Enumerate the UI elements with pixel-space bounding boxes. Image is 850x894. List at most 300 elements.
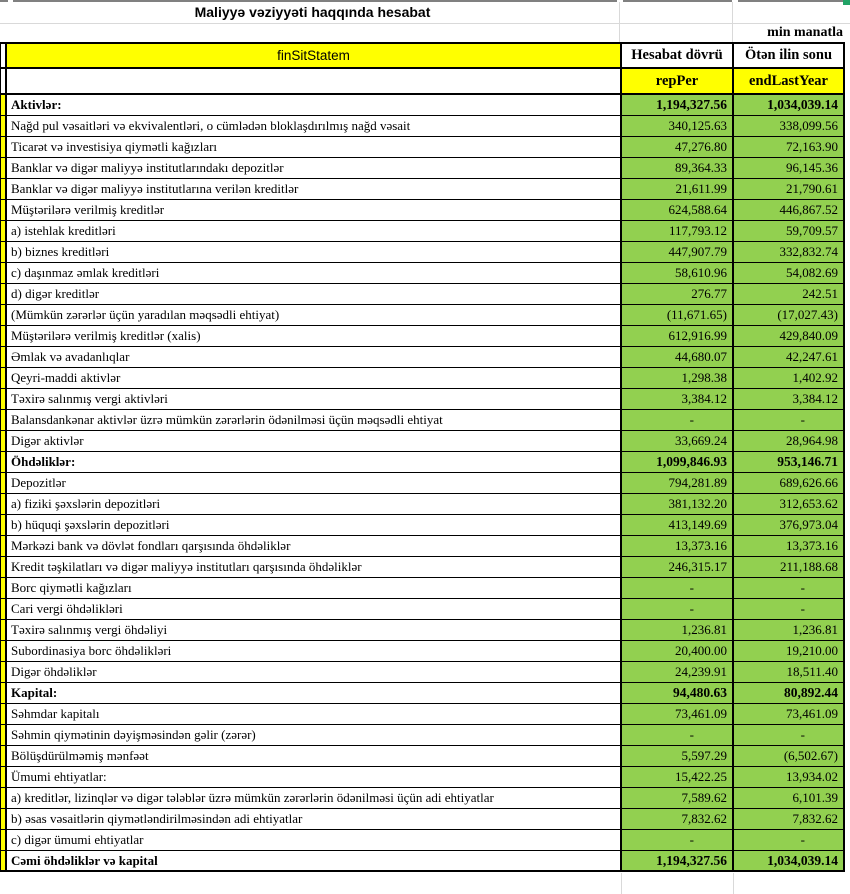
end-last-year-value: 80,892.44 xyxy=(784,685,838,700)
table-row xyxy=(0,767,845,788)
row-label: Banklar və digər maliyyə institutlarına verilən kreditlər xyxy=(11,181,299,196)
end-last-year-value-cell[interactable] xyxy=(734,473,845,493)
report-period-value-cell[interactable] xyxy=(622,326,734,346)
row-index-cell[interactable] xyxy=(0,599,7,619)
end-last-year-value-cell[interactable] xyxy=(734,305,845,325)
row-index-cell[interactable] xyxy=(0,242,7,262)
row-label-cell[interactable] xyxy=(7,326,622,346)
row-index-cell[interactable] xyxy=(0,704,7,724)
row-label: Aktivlər: xyxy=(11,97,62,112)
report-period-value: 7,832.62 xyxy=(681,811,727,826)
report-period-value-cell[interactable] xyxy=(622,809,734,829)
report-period-value-cell[interactable] xyxy=(622,662,734,682)
row-label-cell[interactable] xyxy=(7,788,622,808)
end-last-year-value: 54,082.69 xyxy=(786,265,838,280)
end-last-year-value: 446,867.52 xyxy=(779,202,838,217)
row-label-cell[interactable] xyxy=(7,473,622,493)
header-row-labels xyxy=(0,42,845,69)
row-label-cell[interactable] xyxy=(7,263,622,283)
end-last-year-value-cell[interactable] xyxy=(734,137,845,157)
row-label-cell[interactable] xyxy=(7,137,622,157)
report-period-value-cell[interactable] xyxy=(622,851,734,870)
report-period-value-cell[interactable] xyxy=(622,95,734,115)
report-title: Maliyyə vəziyyəti haqqında hesabat xyxy=(194,4,431,20)
end-last-year-value: 242.51 xyxy=(802,286,838,301)
report-period-value-cell[interactable] xyxy=(622,683,734,703)
end-last-year-value: 689,626.66 xyxy=(779,475,838,490)
report-period-value-cell[interactable] xyxy=(622,641,734,661)
report-period-value-cell[interactable] xyxy=(622,179,734,199)
row-label-cell[interactable] xyxy=(7,179,622,199)
row-index-cell[interactable] xyxy=(0,494,7,514)
row-label-cell[interactable] xyxy=(7,452,622,472)
table-row xyxy=(0,284,845,305)
report-period-value-cell[interactable] xyxy=(622,263,734,283)
report-period-value: 15,422.25 xyxy=(675,769,727,784)
row-label: Balansdankənar aktivlər üzrə mümkün zərərlərin ödənilməsi üçün məqsədli ehtiyat xyxy=(11,412,443,427)
report-period-value-cell[interactable] xyxy=(622,347,734,367)
end-last-year-value-cell[interactable] xyxy=(734,410,845,430)
table-row xyxy=(0,515,845,536)
table-row xyxy=(0,473,845,494)
end-last-year-value: 42,247.61 xyxy=(786,349,838,364)
end-last-year-value: - xyxy=(800,832,805,847)
row-label: Subordinasiya borc öhdəlikləri xyxy=(11,643,172,658)
table-row xyxy=(0,557,845,578)
row-index-cell[interactable] xyxy=(0,410,7,430)
row-label-cell[interactable] xyxy=(7,284,622,304)
row-index-cell[interactable] xyxy=(0,116,7,136)
row-label: Qeyri-maddi aktivlər xyxy=(11,370,121,385)
end-last-year-value: 1,034,039.14 xyxy=(767,97,838,112)
row-label: c) daşınmaz əmlak kreditləri xyxy=(11,265,160,280)
report-period-value-cell[interactable] xyxy=(622,473,734,493)
row-label: Təxirə salınmış vergi aktivləri xyxy=(11,391,168,406)
row-label: Cari vergi öhdəlikləri xyxy=(11,601,123,616)
table-row xyxy=(0,263,845,284)
report-period-value-cell[interactable] xyxy=(622,725,734,745)
end-last-year-value-cell[interactable] xyxy=(734,683,845,703)
row-label-cell[interactable] xyxy=(7,431,622,451)
row-label-cell[interactable] xyxy=(7,599,622,619)
row-label-cell[interactable] xyxy=(7,221,622,241)
row-label-cell[interactable] xyxy=(7,242,622,262)
row-label: Bölüşdürülməmiş mənfəət xyxy=(11,748,149,763)
row-label: Mərkəzi bank və dövlət fondları qarşısında öhdəliklər xyxy=(11,538,291,553)
report-period-value: - xyxy=(689,832,694,847)
report-period-value-cell[interactable] xyxy=(622,158,734,178)
end-last-year-value-cell[interactable] xyxy=(734,830,845,850)
row-index-cell[interactable] xyxy=(0,578,7,598)
end-last-year-value-cell[interactable] xyxy=(734,746,845,766)
row-label: Digər öhdəliklər xyxy=(11,664,97,679)
table-row xyxy=(0,494,845,515)
table-row xyxy=(0,620,845,641)
statement-code-cell[interactable]: finSitStatem xyxy=(7,44,622,67)
report-period-value: 1,194,327.56 xyxy=(656,97,727,112)
report-period-value: - xyxy=(689,580,694,595)
end-last-year-value: 28,964.98 xyxy=(786,433,838,448)
table-row xyxy=(0,389,845,410)
table-row xyxy=(0,830,845,851)
end-last-year-value: - xyxy=(800,580,805,595)
header-row-codes xyxy=(0,69,845,95)
report-period-value: 20,400.00 xyxy=(675,643,727,658)
table-row xyxy=(0,662,845,683)
row-index-cell[interactable] xyxy=(0,683,7,703)
row-index-cell[interactable] xyxy=(0,200,7,220)
row-label-cell[interactable] xyxy=(7,494,622,514)
row-label: (Mümkün zərərlər üçün yaradılan məqsədli ehtiyat) xyxy=(11,307,280,322)
table-row xyxy=(0,95,845,116)
report-period-value: 794,281.89 xyxy=(668,475,727,490)
end-last-year-value-cell[interactable] xyxy=(734,368,845,388)
report-period-value: 447,907.79 xyxy=(668,244,727,259)
index-column-header-cell[interactable] xyxy=(0,44,7,67)
table-row xyxy=(0,368,845,389)
row-label-cell[interactable] xyxy=(7,746,622,766)
report-period-value: 13,373.16 xyxy=(675,538,727,553)
report-period-value: 413,149.69 xyxy=(668,517,727,532)
faint-gridline xyxy=(621,873,622,894)
end-last-year-value-cell[interactable] xyxy=(734,494,845,514)
table-row xyxy=(0,116,845,137)
end-last-year-value-cell[interactable] xyxy=(734,809,845,829)
end-last-year-value: 312,653.62 xyxy=(779,496,838,511)
row-index-cell[interactable] xyxy=(0,305,7,325)
row-label-cell[interactable] xyxy=(7,578,622,598)
empty-label-cell[interactable] xyxy=(7,69,622,93)
report-period-value: 94,480.63 xyxy=(673,685,727,700)
report-period-value: - xyxy=(689,601,694,616)
row-index-cell[interactable] xyxy=(0,536,7,556)
row-label: Müştərilərə verilmiş kreditlər xyxy=(11,202,165,217)
row-label: Digər aktivlər xyxy=(11,433,84,448)
end-last-year-value-cell[interactable] xyxy=(734,452,845,472)
row-index-cell[interactable] xyxy=(0,641,7,661)
report-period-value: 1,194,327.56 xyxy=(656,853,727,868)
row-index-cell[interactable] xyxy=(0,179,7,199)
report-period-value: 1,298.38 xyxy=(681,370,727,385)
row-label-cell[interactable] xyxy=(7,809,622,829)
table-row xyxy=(0,221,845,242)
row-label-cell[interactable] xyxy=(7,368,622,388)
report-period-value-cell[interactable] xyxy=(622,578,734,598)
end-last-year-value-cell[interactable] xyxy=(734,704,845,724)
report-period-value: 7,589.62 xyxy=(681,790,727,805)
row-label: Kapital: xyxy=(11,685,58,700)
table-row xyxy=(0,137,845,158)
row-index-cell[interactable] xyxy=(0,830,7,850)
report-period-value-cell[interactable] xyxy=(622,389,734,409)
row-index-cell[interactable] xyxy=(0,452,7,472)
row-label-cell[interactable] xyxy=(7,557,622,577)
report-period-value: (11,671.65) xyxy=(666,307,727,322)
row-label-cell[interactable] xyxy=(7,200,622,220)
table-body xyxy=(0,95,845,872)
unit-row xyxy=(0,24,850,42)
report-period-value-cell[interactable] xyxy=(622,620,734,640)
end-last-year-code-cell[interactable]: endLastYear xyxy=(734,69,845,93)
row-label-cell[interactable] xyxy=(7,662,622,682)
end-last-year-value-cell[interactable] xyxy=(734,95,845,115)
end-last-year-value-cell[interactable] xyxy=(734,347,845,367)
table-row xyxy=(0,347,845,368)
row-label-cell[interactable] xyxy=(7,95,622,115)
report-period-value-cell[interactable] xyxy=(622,137,734,157)
row-label-cell[interactable] xyxy=(7,536,622,556)
end-last-year-value-cell[interactable] xyxy=(734,221,845,241)
end-last-year-value: 953,146.71 xyxy=(777,454,838,469)
row-label: a) istehlak kreditləri xyxy=(11,223,116,238)
end-last-year-value-cell[interactable] xyxy=(734,515,845,535)
index-column-cell[interactable] xyxy=(0,69,7,93)
row-label-cell[interactable] xyxy=(7,158,622,178)
end-last-year-value-cell[interactable] xyxy=(734,326,845,346)
end-last-year-value: 18,511.40 xyxy=(786,664,838,679)
table-row xyxy=(0,683,845,704)
report-period-value-cell[interactable] xyxy=(622,830,734,850)
table-row xyxy=(0,242,845,263)
table-row xyxy=(0,746,845,767)
report-period-value-cell[interactable] xyxy=(622,494,734,514)
row-label-cell[interactable] xyxy=(7,410,622,430)
row-index-cell[interactable] xyxy=(0,851,7,870)
row-index-cell[interactable] xyxy=(0,326,7,346)
row-label: Depozitlər xyxy=(11,475,66,490)
row-index-cell[interactable] xyxy=(0,263,7,283)
row-index-cell[interactable] xyxy=(0,221,7,241)
table-row xyxy=(0,452,845,473)
table-row xyxy=(0,809,845,830)
end-last-year-value: (17,027.43) xyxy=(777,307,838,322)
end-last-year-value-cell[interactable] xyxy=(734,725,845,745)
report-period-value-cell[interactable] xyxy=(622,431,734,451)
table-row xyxy=(0,410,845,431)
end-last-year-value: 1,236.81 xyxy=(792,622,838,637)
end-last-year-value-cell[interactable] xyxy=(734,851,845,870)
end-last-year-value: 59,709.57 xyxy=(786,223,838,238)
end-last-year-value: 332,832.74 xyxy=(779,244,838,259)
table-row xyxy=(0,641,845,662)
title-row xyxy=(0,2,850,24)
end-last-year-value: 211,188.68 xyxy=(779,559,838,574)
unit-note: min manatla xyxy=(767,25,843,40)
end-last-year-value-cell[interactable] xyxy=(734,116,845,136)
table-row xyxy=(0,326,845,347)
row-label-cell[interactable] xyxy=(7,389,622,409)
end-last-year-value: 429,840.09 xyxy=(779,328,838,343)
end-last-year-value: 1,034,039.14 xyxy=(767,853,838,868)
report-period-value-cell[interactable] xyxy=(622,746,734,766)
report-period-value: 44,680.07 xyxy=(675,349,727,364)
row-label-cell[interactable] xyxy=(7,620,622,640)
row-label-cell[interactable] xyxy=(7,830,622,850)
report-period-value-cell[interactable] xyxy=(622,221,734,241)
end-last-year-value-cell[interactable] xyxy=(734,599,845,619)
report-period-value-cell[interactable] xyxy=(622,767,734,787)
report-period-value-cell[interactable] xyxy=(622,410,734,430)
row-label-cell[interactable] xyxy=(7,725,622,745)
row-label: b) hüquqi şəxslərin depozitləri xyxy=(11,517,170,532)
row-label-cell[interactable] xyxy=(7,767,622,787)
report-period-value-cell[interactable] xyxy=(622,200,734,220)
end-last-year-value: - xyxy=(800,727,805,742)
table-row xyxy=(0,536,845,557)
table-row xyxy=(0,431,845,452)
row-label-cell[interactable] xyxy=(7,515,622,535)
row-index-cell[interactable] xyxy=(0,767,7,787)
report-period-value-cell[interactable] xyxy=(622,515,734,535)
end-last-year-value: - xyxy=(800,412,805,427)
row-label-cell[interactable] xyxy=(7,683,622,703)
row-index-cell[interactable] xyxy=(0,746,7,766)
report-period-value: 24,239.91 xyxy=(675,664,727,679)
report-period-value-cell[interactable] xyxy=(622,599,734,619)
row-label: c) digər ümumi ehtiyatlar xyxy=(11,832,144,847)
row-index-cell[interactable] xyxy=(0,284,7,304)
table-row xyxy=(0,578,845,599)
row-index-cell[interactable] xyxy=(0,662,7,682)
table-row xyxy=(0,599,845,620)
report-period-value-cell[interactable] xyxy=(622,242,734,262)
row-index-cell[interactable] xyxy=(0,557,7,577)
report-period-value: 276.77 xyxy=(691,286,727,301)
report-period-value: 58,610.96 xyxy=(675,265,727,280)
row-index-cell[interactable] xyxy=(0,347,7,367)
row-label: Ümumi ehtiyatlar: xyxy=(11,769,107,784)
report-period-code-cell[interactable]: repPer xyxy=(622,69,734,93)
row-label: Ticarət və investisiya qiymətli kağızları xyxy=(11,139,218,154)
report-period-value-cell[interactable] xyxy=(622,557,734,577)
row-label: Banklar və digər maliyyə institutlarındakı depozitlər xyxy=(11,160,284,175)
row-index-cell[interactable] xyxy=(0,725,7,745)
table-row xyxy=(0,179,845,200)
end-last-year-value-cell[interactable] xyxy=(734,620,845,640)
row-label-cell[interactable] xyxy=(7,305,622,325)
row-index-cell[interactable] xyxy=(0,431,7,451)
report-period-value: 117,793.12 xyxy=(668,223,727,238)
report-period-value-cell[interactable] xyxy=(622,368,734,388)
end-last-year-value: 6,101.39 xyxy=(792,790,838,805)
end-last-year-value-cell[interactable] xyxy=(734,158,845,178)
faint-gridline xyxy=(733,873,734,894)
end-last-year-header-cell[interactable]: Ötən ilin sonu xyxy=(734,44,845,67)
row-label: Nağd pul vəsaitləri və ekvivalentləri, o cümlədən bloklaşdırılmış nağd vəsait xyxy=(11,118,411,133)
end-last-year-value-cell[interactable] xyxy=(734,431,845,451)
report-period-value: 624,588.64 xyxy=(668,202,727,217)
table-row xyxy=(0,725,845,746)
end-last-year-value-cell[interactable] xyxy=(734,578,845,598)
report-period-value: 381,132.20 xyxy=(668,496,727,511)
row-index-cell[interactable] xyxy=(0,515,7,535)
end-last-year-value: - xyxy=(800,601,805,616)
end-last-year-value: (6,502.67) xyxy=(783,748,838,763)
table-row xyxy=(0,305,845,326)
end-last-year-value-cell[interactable] xyxy=(734,200,845,220)
table-row xyxy=(0,158,845,179)
report-period-value: 89,364.33 xyxy=(675,160,727,175)
end-last-year-value-cell[interactable] xyxy=(734,284,845,304)
end-last-year-value: 13,934.02 xyxy=(786,769,838,784)
row-index-cell[interactable] xyxy=(0,389,7,409)
row-index-cell[interactable] xyxy=(0,137,7,157)
row-index-cell[interactable] xyxy=(0,809,7,829)
row-index-cell[interactable] xyxy=(0,368,7,388)
report-period-value-cell[interactable] xyxy=(622,704,734,724)
end-last-year-value: 1,402.92 xyxy=(792,370,838,385)
end-last-year-value: 338,099.56 xyxy=(779,118,838,133)
table-row xyxy=(0,788,845,809)
row-index-cell[interactable] xyxy=(0,158,7,178)
end-last-year-value-cell[interactable] xyxy=(734,767,845,787)
report-period-value-cell[interactable] xyxy=(622,305,734,325)
end-last-year-value-cell[interactable] xyxy=(734,263,845,283)
report-period-value: 21,611.99 xyxy=(675,181,727,196)
row-index-cell[interactable] xyxy=(0,95,7,115)
report-period-value: - xyxy=(689,412,694,427)
report-period-header-cell[interactable]: Hesabat dövrü xyxy=(622,44,734,67)
report-period-value: 3,384.12 xyxy=(681,391,727,406)
row-index-cell[interactable] xyxy=(0,620,7,640)
table-row xyxy=(0,851,845,872)
row-label: Səhmin qiymətinin dəyişməsindən gəlir (zərər) xyxy=(11,727,256,742)
report-period-value: - xyxy=(689,727,694,742)
report-period-value: 47,276.80 xyxy=(675,139,727,154)
financial-table xyxy=(0,42,845,872)
row-label-cell[interactable] xyxy=(7,347,622,367)
faint-gridline xyxy=(732,2,733,42)
row-label-cell[interactable] xyxy=(7,116,622,136)
end-last-year-value: 7,832.62 xyxy=(792,811,838,826)
end-last-year-value: 96,145.36 xyxy=(786,160,838,175)
row-label: b) biznes kreditləri xyxy=(11,244,110,259)
end-last-year-value: 13,373.16 xyxy=(786,538,838,553)
report-period-value-cell[interactable] xyxy=(622,536,734,556)
end-last-year-value-cell[interactable] xyxy=(734,389,845,409)
row-label-cell[interactable] xyxy=(7,641,622,661)
report-period-value: 1,236.81 xyxy=(681,622,727,637)
end-last-year-value-cell[interactable] xyxy=(734,536,845,556)
report-period-value-cell[interactable] xyxy=(622,788,734,808)
report-period-value-cell[interactable] xyxy=(622,452,734,472)
report-period-value-cell[interactable] xyxy=(622,116,734,136)
end-last-year-value-cell[interactable] xyxy=(734,788,845,808)
report-period-value: 246,315.17 xyxy=(668,559,727,574)
end-last-year-value-cell[interactable] xyxy=(734,179,845,199)
report-period-value-cell[interactable] xyxy=(622,284,734,304)
row-label: Səhmdar kapitalı xyxy=(11,706,100,721)
end-last-year-value: 376,973.04 xyxy=(779,517,838,532)
end-last-year-value: 73,461.09 xyxy=(786,706,838,721)
faint-gridline xyxy=(619,2,620,42)
report-period-value: 340,125.63 xyxy=(668,118,727,133)
end-last-year-value-cell[interactable] xyxy=(734,641,845,661)
report-period-value: 1,099,846.93 xyxy=(656,454,727,469)
row-label-cell[interactable] xyxy=(7,704,622,724)
row-label-cell[interactable] xyxy=(7,851,622,870)
row-label: d) digər kreditlər xyxy=(11,286,100,301)
end-last-year-value-cell[interactable] xyxy=(734,557,845,577)
report-period-value: 5,597.29 xyxy=(681,748,727,763)
end-last-year-value-cell[interactable] xyxy=(734,662,845,682)
row-index-cell[interactable] xyxy=(0,788,7,808)
row-index-cell[interactable] xyxy=(0,473,7,493)
end-last-year-value-cell[interactable] xyxy=(734,242,845,262)
row-label: Təxirə salınmış vergi öhdəliyi xyxy=(11,622,168,637)
table-row xyxy=(0,200,845,221)
report-period-value: 612,916.99 xyxy=(668,328,727,343)
